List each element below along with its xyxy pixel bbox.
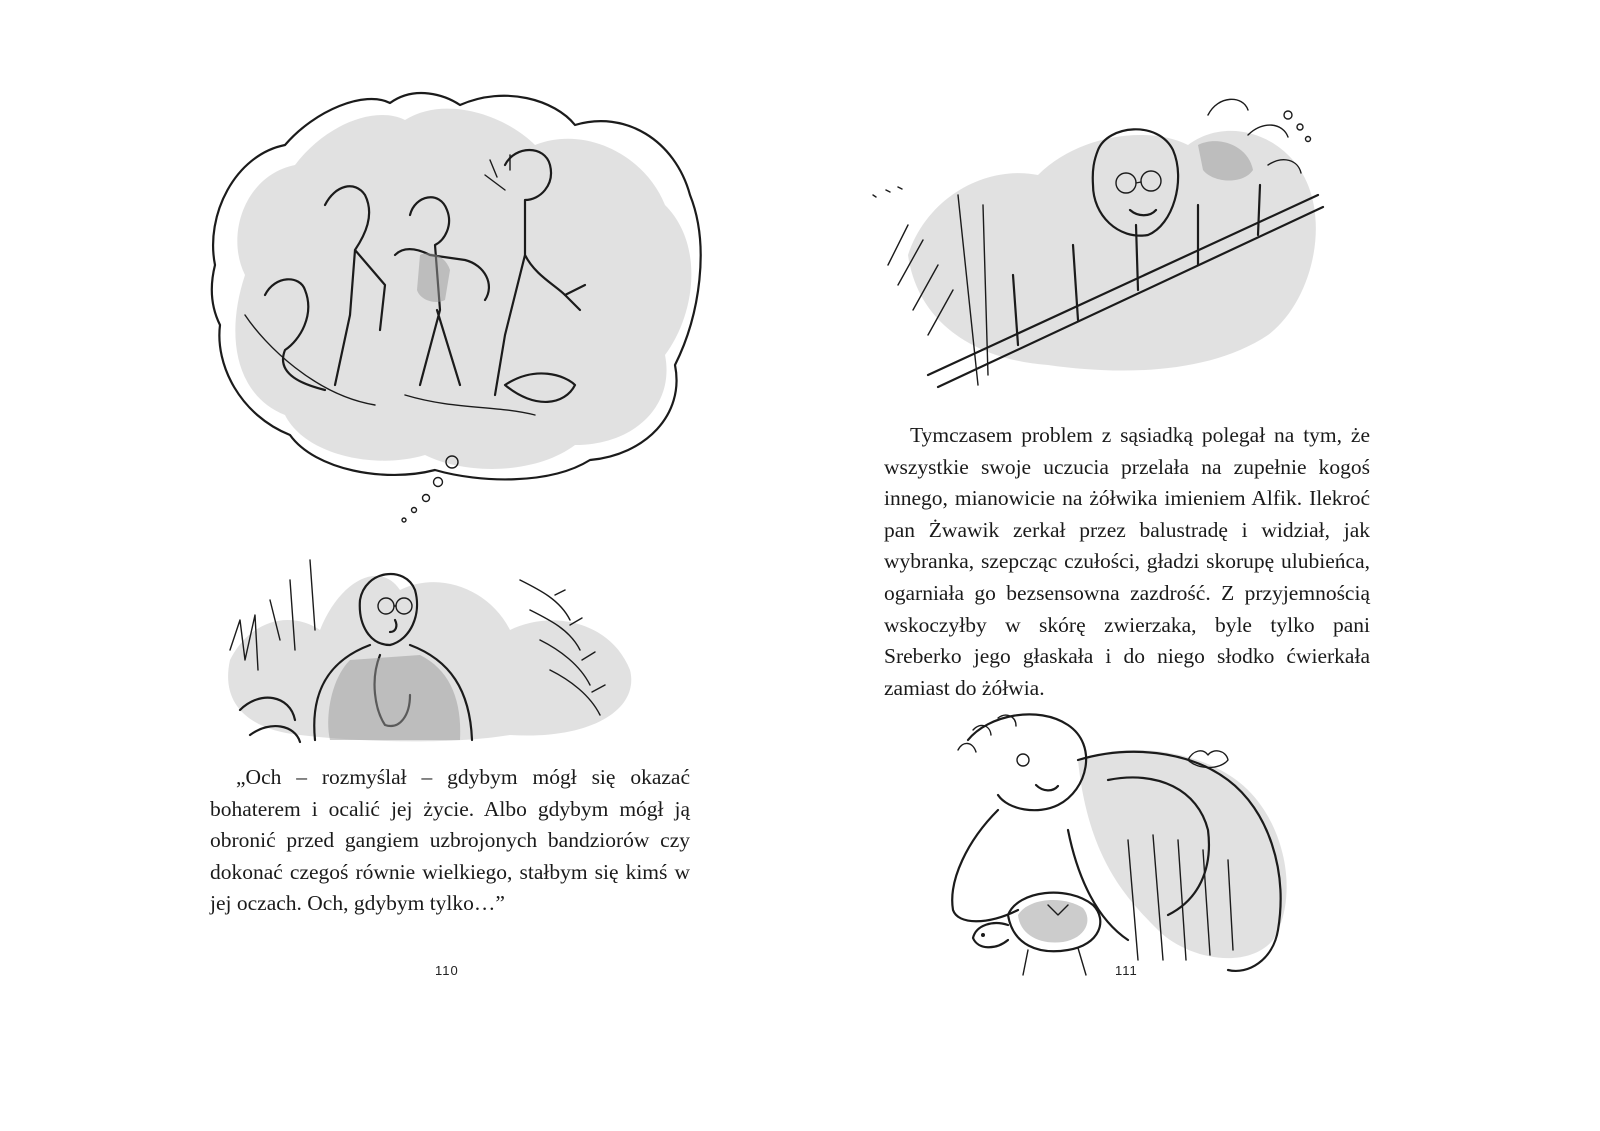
right-page-text: Tymczasem problem z sąsiadką polegał na tym, że wszystkie swoje uczucia przelała na zupełnie kogoś innego, mianowicie na żółwika imieniem Alfik. Ilekroć pan Żwawik zerkał przez balustradę i widział, jak wybranka, szepcząc czułości, gładzi skorupę ulubieńca, ogarniała go bezsensowna zazdrość. Z przyjemnością wskoczyłby w skórę zwierzaka, byle tylko pani Sreberko jego głaskała i do niego słodko ćwierkała zamiast do żółwia. [884,423,1370,700]
page-number-right: 111 [1115,963,1138,978]
right-page-paragraph [884,420,1370,704]
right-page [800,0,1600,1131]
man-in-bushes-illustration [210,520,650,745]
woman-with-tortoise-illustration [928,700,1318,1000]
man-in-bushes-drawing [210,520,650,745]
thought-trail-drawing [390,450,470,530]
woman-with-tortoise-drawing [928,700,1318,1000]
left-page-paragraph [210,762,690,920]
balustrade-illustration [868,75,1338,390]
left-page-text: „Och – rozmyślał – gdybym mógł się okazać bohaterem i ocalić jej życie. Albo gdybym mógł ją obronić przed gangiem uzbrojonych bandziorów czy dokonać czegoś równie wielkiego, stałbym się kimś w jej oczach. Och, gdybym tylko…” [210,765,690,916]
balustrade-drawing [868,75,1338,390]
thought-bubble-drawing [205,85,710,485]
thought-bubble-illustration [205,85,710,485]
page-number-left: 110 [435,963,459,978]
thought-bubble-trail [390,450,470,530]
